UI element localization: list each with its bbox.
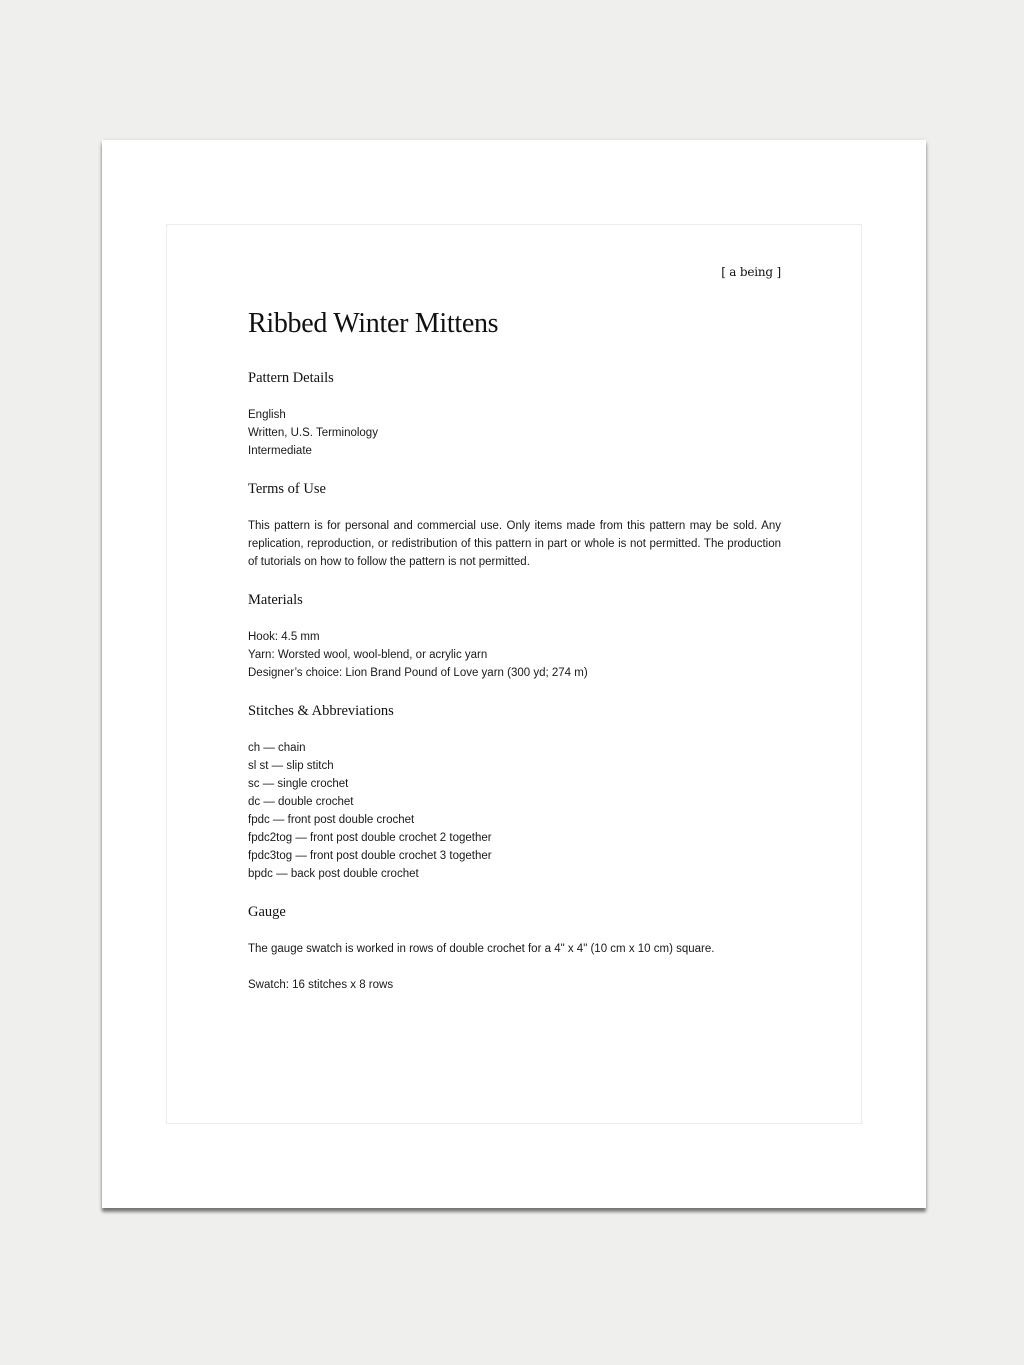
detail-line: Intermediate bbox=[248, 445, 312, 457]
pattern-title: Ribbed Winter Mittens bbox=[248, 308, 499, 339]
stitch-line: fpdc — front post double crochet bbox=[248, 814, 415, 826]
stitch-line: dc — double crochet bbox=[248, 796, 354, 808]
material-line: Yarn: Worsted wool, wool-blend, or acrylic yarn bbox=[248, 649, 488, 661]
materials-section bbox=[248, 591, 781, 682]
stitch-line: bpdc — back post double crochet bbox=[248, 868, 419, 880]
material-line: Hook: 4.5 mm bbox=[248, 631, 320, 643]
page-frame bbox=[166, 224, 862, 1124]
stitch-line: ch — chain bbox=[248, 742, 306, 754]
stitch-line: fpdc3tog — front post double crochet 3 together bbox=[248, 850, 492, 862]
terms-of-use-text: This pattern is for personal and commercial use. Only items made from this pattern may be sold. Any replication, reproduction, or redistribution of this pattern in part or whole is not permitted. The production of tutorials on how to follow the pattern is not permitted. bbox=[248, 520, 781, 568]
detail-line: Written, U.S. Terminology bbox=[248, 427, 378, 439]
gauge-section bbox=[248, 903, 781, 994]
detail-line: English bbox=[248, 409, 286, 421]
pattern-details-heading: Pattern Details bbox=[248, 370, 334, 386]
gauge-heading: Gauge bbox=[248, 904, 286, 920]
material-line: Designer’s choice: Lion Brand Pound of Love yarn (300 yd; 274 m) bbox=[248, 667, 588, 679]
stitch-line: fpdc2tog — front post double crochet 2 together bbox=[248, 832, 492, 844]
gauge-text: The gauge swatch is worked in rows of double crochet for a 4" x 4" (10 cm x 10 cm) square. bbox=[248, 943, 715, 955]
pattern-content bbox=[248, 307, 781, 994]
stitches-heading: Stitches & Abbreviations bbox=[248, 703, 394, 719]
stitches-section bbox=[248, 702, 781, 883]
stitch-line: sl st — slip stitch bbox=[248, 760, 334, 772]
terms-of-use-heading: Terms of Use bbox=[248, 481, 326, 497]
brand-mark: [ a being ] bbox=[721, 265, 781, 279]
document-page bbox=[102, 140, 926, 1208]
terms-of-use-section bbox=[248, 480, 781, 571]
stitch-line: sc — single crochet bbox=[248, 778, 349, 790]
pattern-details-section bbox=[248, 369, 781, 460]
gauge-swatch: Swatch: 16 stitches x 8 rows bbox=[248, 979, 394, 991]
materials-heading: Materials bbox=[248, 592, 303, 608]
